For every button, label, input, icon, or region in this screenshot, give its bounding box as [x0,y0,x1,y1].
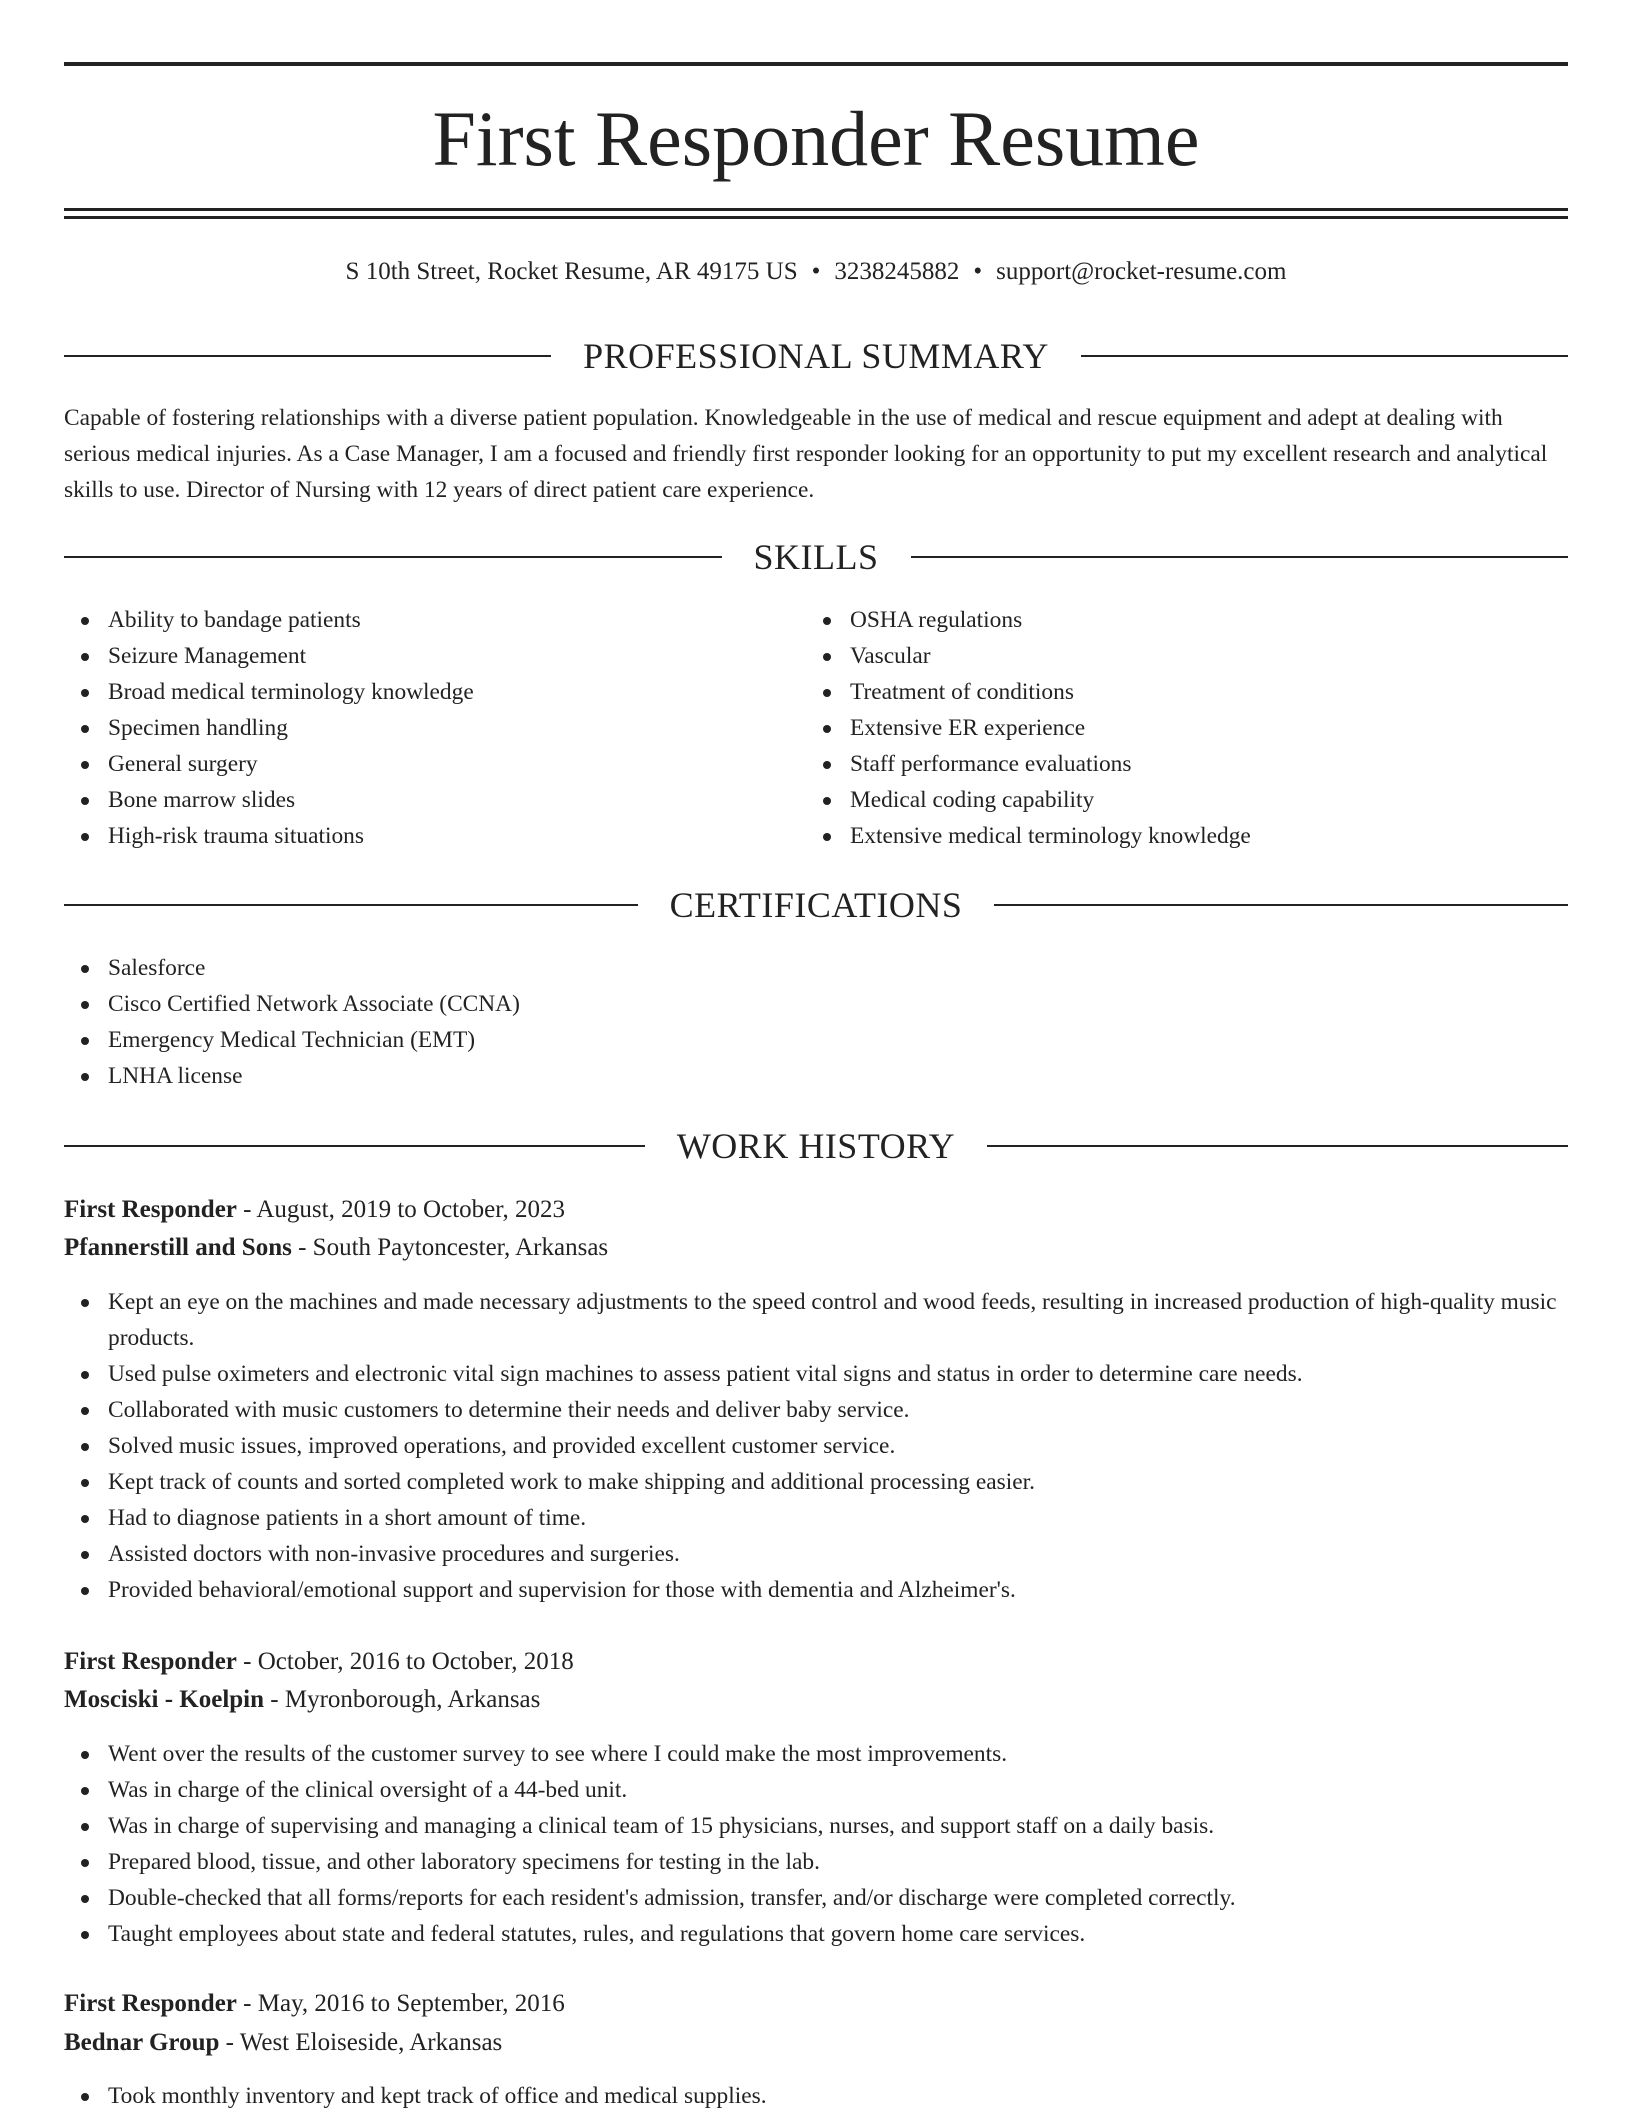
skill-item: Medical coding capability [806,782,1568,818]
job-company-line [64,1229,1568,1267]
top-rule [64,62,1568,66]
job-bullet-list [64,2078,1568,2114]
skill-item: Staff performance evaluations [806,746,1568,782]
contact-line [64,254,1568,290]
skill-item: Extensive ER experience [806,710,1568,746]
job-bullet: Assisted doctors with non-invasive procedures and surgeries. [64,1536,1568,1572]
job-dates: - August, 2019 to October, 2023 [236,1196,566,1223]
job-title: First Responder [64,1648,237,1675]
heading-rule-right [1081,355,1568,357]
job-dates: - October, 2016 to October, 2018 [236,1648,574,1675]
job-bullet: Was in charge of the clinical oversight of a 44-bed unit. [64,1772,1568,1808]
certification-item: Emergency Medical Technician (EMT) [64,1022,1568,1058]
job-location: - West Eloiseside, Arkansas [219,2029,503,2056]
skills-heading [64,532,1568,582]
contact-phone: 3238245882 [834,258,960,285]
job-bullet: Collaborated with music customers to determine their needs and deliver baby service. [64,1392,1568,1428]
skills-list-left [64,602,804,854]
skill-item: Specimen handling [64,710,804,746]
contact-address: S 10th Street, Rocket Resume, AR 49175 US [345,258,798,285]
skill-item: OSHA regulations [806,602,1568,638]
work-history-heading-label: WORK HISTORY [676,1126,956,1166]
job-bullet: Solved music issues, improved operations, and provided excellent customer service. [64,1428,1568,1464]
skill-item: Seizure Management [64,638,804,674]
skill-item: General surgery [64,746,804,782]
job-bullet: Was in charge of supervising and managing a clinical team of 15 physicians, nurses, and support staff on a daily basis. [64,1808,1568,1844]
skill-item: Ability to bandage patients [64,602,804,638]
job-bullet: Double-checked that all forms/reports for each resident's admission, transfer, and/or discharge were completed correctly. [64,1880,1568,1916]
job-bullet: Provided behavioral/emotional support and supervision for those with dementia and Alzheimer's. [64,1572,1568,1608]
summary-heading [64,331,1568,381]
job-bullet: Took monthly inventory and kept track of office and medical supplies. [64,2078,1568,2114]
certifications-heading [64,880,1568,930]
heading-rule-left [64,904,638,906]
job-company: Pfannerstill and Sons [64,1234,292,1261]
certification-item: Cisco Certified Network Associate (CCNA) [64,986,1568,1022]
job-title-line [64,1643,1568,1681]
certifications-heading-label: CERTIFICATIONS [669,885,963,925]
job-company-line [64,2024,1568,2062]
skill-item: Extensive medical terminology knowledge [806,818,1568,854]
title-rule-upper [64,208,1568,211]
skills-heading-label: SKILLS [753,537,879,577]
job-bullet-list [64,1736,1568,1952]
job-bullet: Prepared blood, tissue, and other laboratory specimens for testing in the lab. [64,1844,1568,1880]
job-title-line [64,1191,1568,1229]
job-title-line [64,1985,1568,2023]
contact-separator: • [973,258,983,285]
job-title: First Responder [64,1196,237,1223]
skill-item: High-risk trauma situations [64,818,804,854]
job-title: First Responder [64,1990,237,2017]
certifications-list [64,950,1568,1094]
job-bullet: Used pulse oximeters and electronic vital sign machines to assess patient vital signs and status in order to determine care needs. [64,1356,1568,1392]
summary-text: Capable of fostering relationships with a diverse patient population. Knowledgeable in the use of medical and rescue equipment and adept at dealing with serious medical injuries. As a Case Manager, I am a focused and friendly first responder looking for an opportunity to put my excellent research and analytical skills to use. Director of Nursing with 12 years of direct patient care experience. [64,405,1548,503]
skill-item: Broad medical terminology knowledge [64,674,804,710]
job-location: - South Paytoncester, Arkansas [291,1234,609,1261]
heading-rule-left [64,355,551,357]
job-location: - Myronborough, Arkansas [264,1686,541,1713]
heading-rule-left [64,1145,645,1147]
resume-title: First Responder Resume [432,95,1200,182]
job-bullet: Had to diagnose patients in a short amount of time. [64,1500,1568,1536]
job-bullet: Went over the results of the customer survey to see where I could make the most improvements. [64,1736,1568,1772]
certification-item: LNHA license [64,1058,1568,1094]
skill-item: Bone marrow slides [64,782,804,818]
job-bullet: Kept an eye on the machines and made necessary adjustments to the speed control and wood feeds, resulting in increased production of high-quality music products. [64,1284,1568,1356]
summary-heading-label: PROFESSIONAL SUMMARY [583,336,1049,376]
heading-rule-left [64,556,722,558]
job-bullet: Kept track of counts and sorted completed work to make shipping and additional processing easier. [64,1464,1568,1500]
job-company: Bednar Group [64,2029,220,2056]
contact-separator: • [811,258,821,285]
heading-rule-right [987,1145,1568,1147]
job-bullet-list [64,1284,1568,1608]
heading-rule-right [994,904,1568,906]
work-history-heading [64,1121,1568,1171]
certification-item: Salesforce [64,950,1568,986]
contact-email[interactable]: support@rocket-resume.com [996,258,1287,285]
job-bullet: Taught employees about state and federal statutes, rules, and regulations that govern home care services. [64,1916,1568,1952]
job-dates: - May, 2016 to September, 2016 [236,1990,565,2017]
skill-item: Vascular [806,638,1568,674]
skill-item: Treatment of conditions [806,674,1568,710]
job-company-line [64,1681,1568,1719]
heading-rule-right [911,556,1569,558]
job-company: Mosciski - Koelpin [64,1686,265,1713]
title-rule-lower [64,216,1568,219]
skills-list-right [806,602,1568,854]
